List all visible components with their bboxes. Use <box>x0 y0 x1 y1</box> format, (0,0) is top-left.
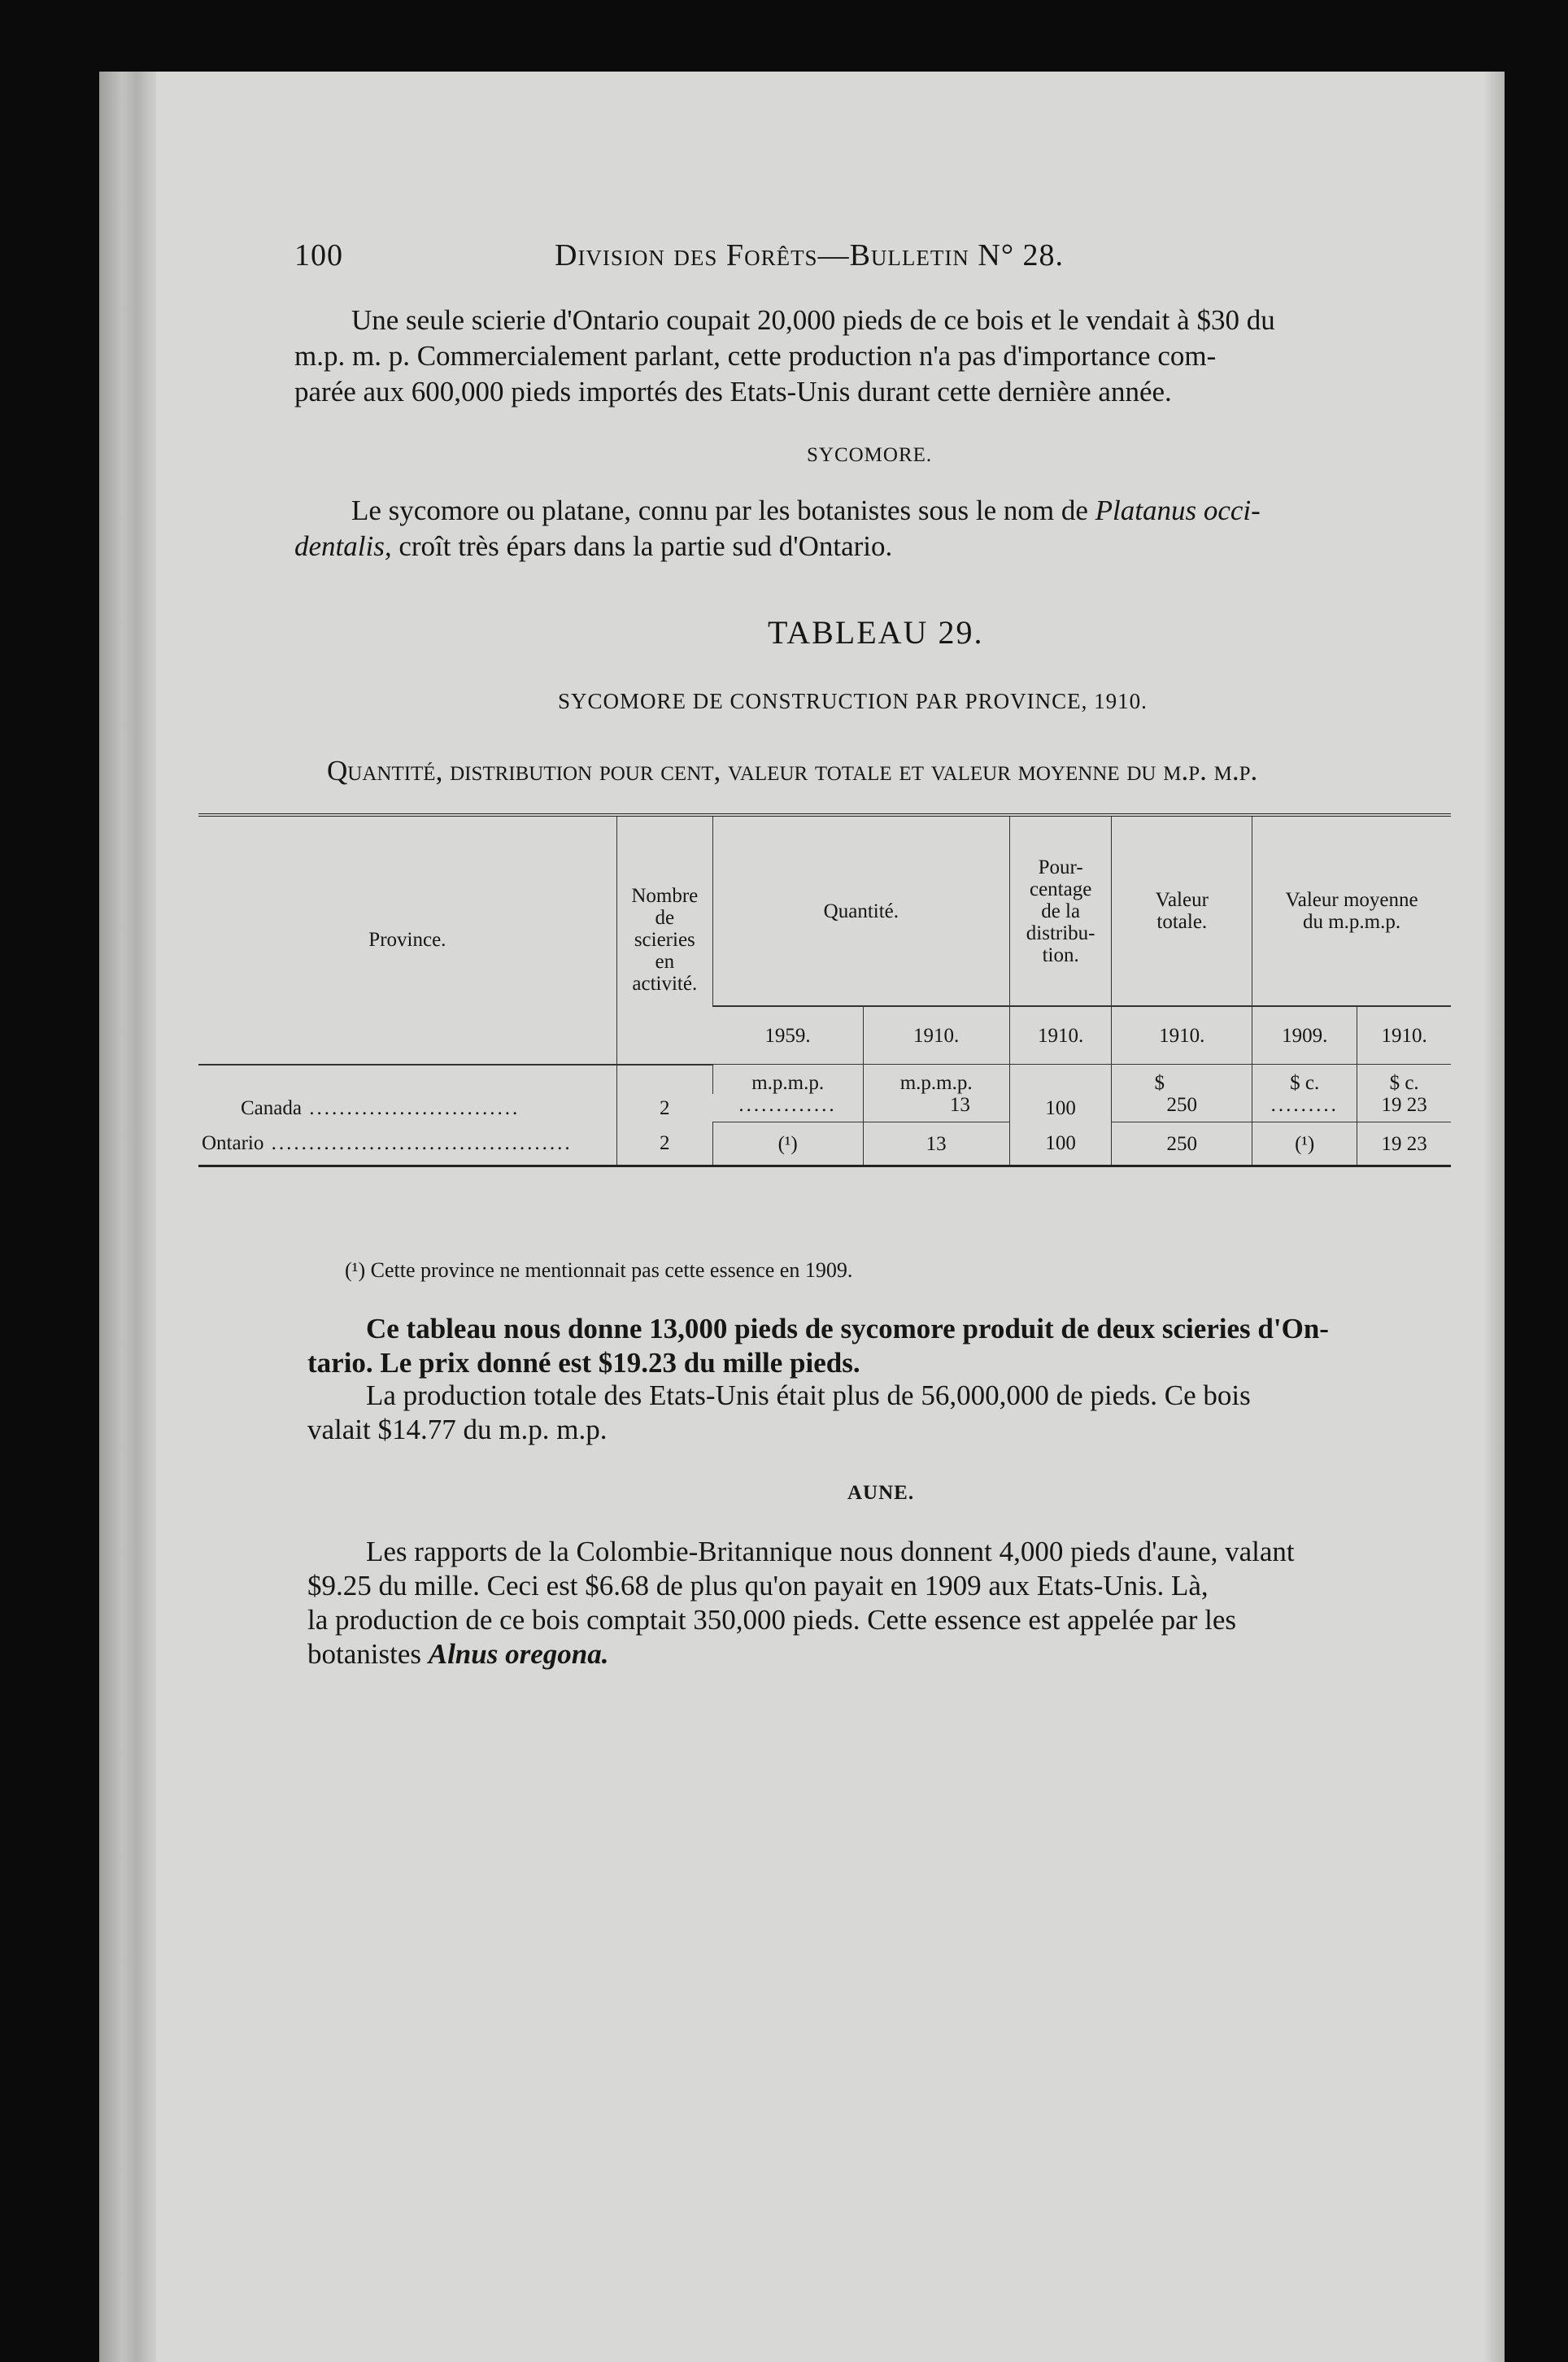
aune-line-4-italic: Alnus oregona. <box>428 1638 609 1670</box>
conclusion-line-1: Ce tableau nous donne 13,000 pieds de sycomore produit de deux scieries d'On- <box>366 1313 1329 1344</box>
cell-ontario-pourcentage: 100 <box>1009 1122 1112 1166</box>
intro-line-1: Une seule scierie d'Ontario coupait 20,000 pieds de ce bois et le vendait à $30 du <box>351 304 1275 336</box>
header-pourcentage-l1: Pour- <box>1038 856 1083 878</box>
section-heading-sycomore: SYCOMORE. <box>807 444 933 466</box>
cell-canada-pourcentage: 100 <box>1009 1065 1112 1122</box>
cell-canada-vm1909: ......... <box>1252 1094 1357 1122</box>
data-table <box>198 813 1451 1167</box>
header-valeur-moyenne <box>1252 815 1451 1006</box>
unit-vt: $ <box>1112 1065 1252 1095</box>
cell-canada-vm1910: 19 23 <box>1357 1094 1451 1122</box>
conclusion-line-2: tario. Le prix donné est $19.23 du mille pieds. <box>307 1347 860 1379</box>
table-units-row <box>198 1065 1451 1095</box>
sycomore-line-1-text: Le sycomore ou platane, connu par les botanistes sous le nom de <box>351 495 1088 526</box>
table-description-text: Quantité, distribution pour cent, valeur totale et valeur moyenne du m.p. m.p. <box>327 755 1258 787</box>
sycomore-line-2-text: croît très épars dans la partie sud d'Ontario. <box>399 530 893 562</box>
year-vm1910: 1910. <box>1357 1006 1451 1065</box>
header-scieries-l1: Nombre <box>631 885 699 908</box>
table-description <box>327 755 1257 787</box>
header-valeur-totale-l1: Valeur <box>1155 889 1209 911</box>
cell-ontario-q1910: 13 <box>863 1122 1009 1166</box>
table-row-ontario <box>198 1122 1451 1166</box>
year-q1910: 1910. <box>863 1006 1009 1065</box>
header-valeur-totale-l2: totale. <box>1156 911 1208 933</box>
conclusion-line-4: valait $14.77 du m.p. m.p. <box>307 1414 608 1445</box>
table-footnote: (¹) Cette province ne mentionnait pas cette essence en 1909. <box>345 1258 853 1282</box>
page-number: 100 <box>294 238 343 272</box>
aune-line-4-text: botanistes <box>307 1638 421 1670</box>
header-pourcentage <box>1009 815 1112 1006</box>
running-title: Division des Forêts—Bulletin N° 28. <box>555 238 1065 272</box>
cell-canada-scieries: 2 <box>616 1065 712 1122</box>
conclusion-line-3: La production totale des Etats-Unis était plus de 56,000,000 de pieds. Ce bois <box>366 1379 1251 1411</box>
sycomore-line-1-italic: Platanus occi- <box>1095 495 1261 526</box>
header-pourcentage-l5: tion. <box>1042 943 1079 966</box>
header-scieries-l4: en <box>655 951 675 974</box>
year-vt1910: 1910. <box>1112 1006 1252 1065</box>
year-pct1910: 1910. <box>1009 1006 1112 1065</box>
cell-ontario-vm1910: 19 23 <box>1357 1122 1451 1166</box>
aune-line-2: $9.25 du mille. Ceci est $6.68 de plus qu'on payait en 1909 aux Etats-Unis. Là, <box>307 1570 1209 1602</box>
intro-line-3: parée aux 600,000 pieds importés des Etats-Unis durant cette dernière année. <box>294 376 1172 407</box>
aune-line-3: la production de ce bois comptait 350,000 pieds. Cette essence est appelée par les <box>307 1604 1236 1636</box>
page-edge-shadow <box>1483 72 1505 2362</box>
header-valeur-moyenne-l1: Valeur moyenne <box>1285 889 1418 911</box>
header-province: Province. <box>198 815 616 1065</box>
section-heading-aune: AUNE. <box>847 1482 915 1504</box>
year-q1909: 1959. <box>712 1006 863 1065</box>
unit-vm1909: $ c. <box>1252 1065 1357 1095</box>
sycomore-line-1 <box>351 495 1261 527</box>
header-pourcentage-l3: de la <box>1041 900 1081 922</box>
header-scieries <box>616 815 712 1065</box>
header-valeur-totale <box>1112 815 1252 1006</box>
header-valeur-moyenne-l2: du m.p.m.p. <box>1302 911 1401 933</box>
header-scieries-l3: scieries <box>634 929 695 952</box>
cell-canada-q1910: 13 <box>863 1094 1009 1122</box>
cell-canada-q1909: ............. <box>712 1094 863 1122</box>
header-scieries-l5: activité. <box>632 973 698 996</box>
page-spine-shadow <box>99 72 156 2362</box>
sycomore-line-2 <box>294 530 892 563</box>
table-header-row <box>198 815 1451 1006</box>
unit-q1910: m.p.m.p. <box>863 1065 1009 1095</box>
table-title: TABLEAU 29. <box>768 614 984 651</box>
cell-ontario-vm1909: (¹) <box>1252 1122 1357 1166</box>
unit-vm1910: $ c. <box>1357 1065 1451 1095</box>
aune-line-4 <box>307 1638 608 1671</box>
cell-ontario-scieries: 2 <box>616 1122 712 1166</box>
cell-ontario-q1909: (¹) <box>712 1122 863 1166</box>
province-ontario-label: Ontario <box>202 1132 264 1155</box>
aune-line-1: Les rapports de la Colombie-Britannique nous donnent 4,000 pieds d'aune, valant <box>366 1536 1295 1567</box>
header-quantite: Quantité. <box>712 815 1009 1006</box>
cell-province-ontario: Ontario ........................................ <box>202 1132 573 1155</box>
table-subtitle: SYCOMORE DE CONSTRUCTION PAR PROVINCE, 1910. <box>558 689 1148 713</box>
cell-province-canada: Canada ............................ <box>198 1065 616 1122</box>
sycomore-line-2-italic: dentalis, <box>294 530 392 562</box>
header-pourcentage-l2: centage <box>1029 878 1092 900</box>
header-scieries-l2: de <box>655 907 675 930</box>
province-canada-label: Canada <box>241 1096 302 1119</box>
header-pourcentage-l4: distribu- <box>1026 922 1095 944</box>
book-page <box>99 72 1505 2362</box>
cell-canada-valeur-totale: 250 <box>1112 1094 1252 1122</box>
cell-ontario-valeur-totale: 250 <box>1112 1122 1252 1166</box>
unit-q1909: m.p.m.p. <box>712 1065 863 1095</box>
year-vm1909: 1909. <box>1252 1006 1357 1065</box>
intro-line-2: m.p. m. p. Commercialement parlant, cette production n'a pas d'importance com- <box>294 340 1217 372</box>
